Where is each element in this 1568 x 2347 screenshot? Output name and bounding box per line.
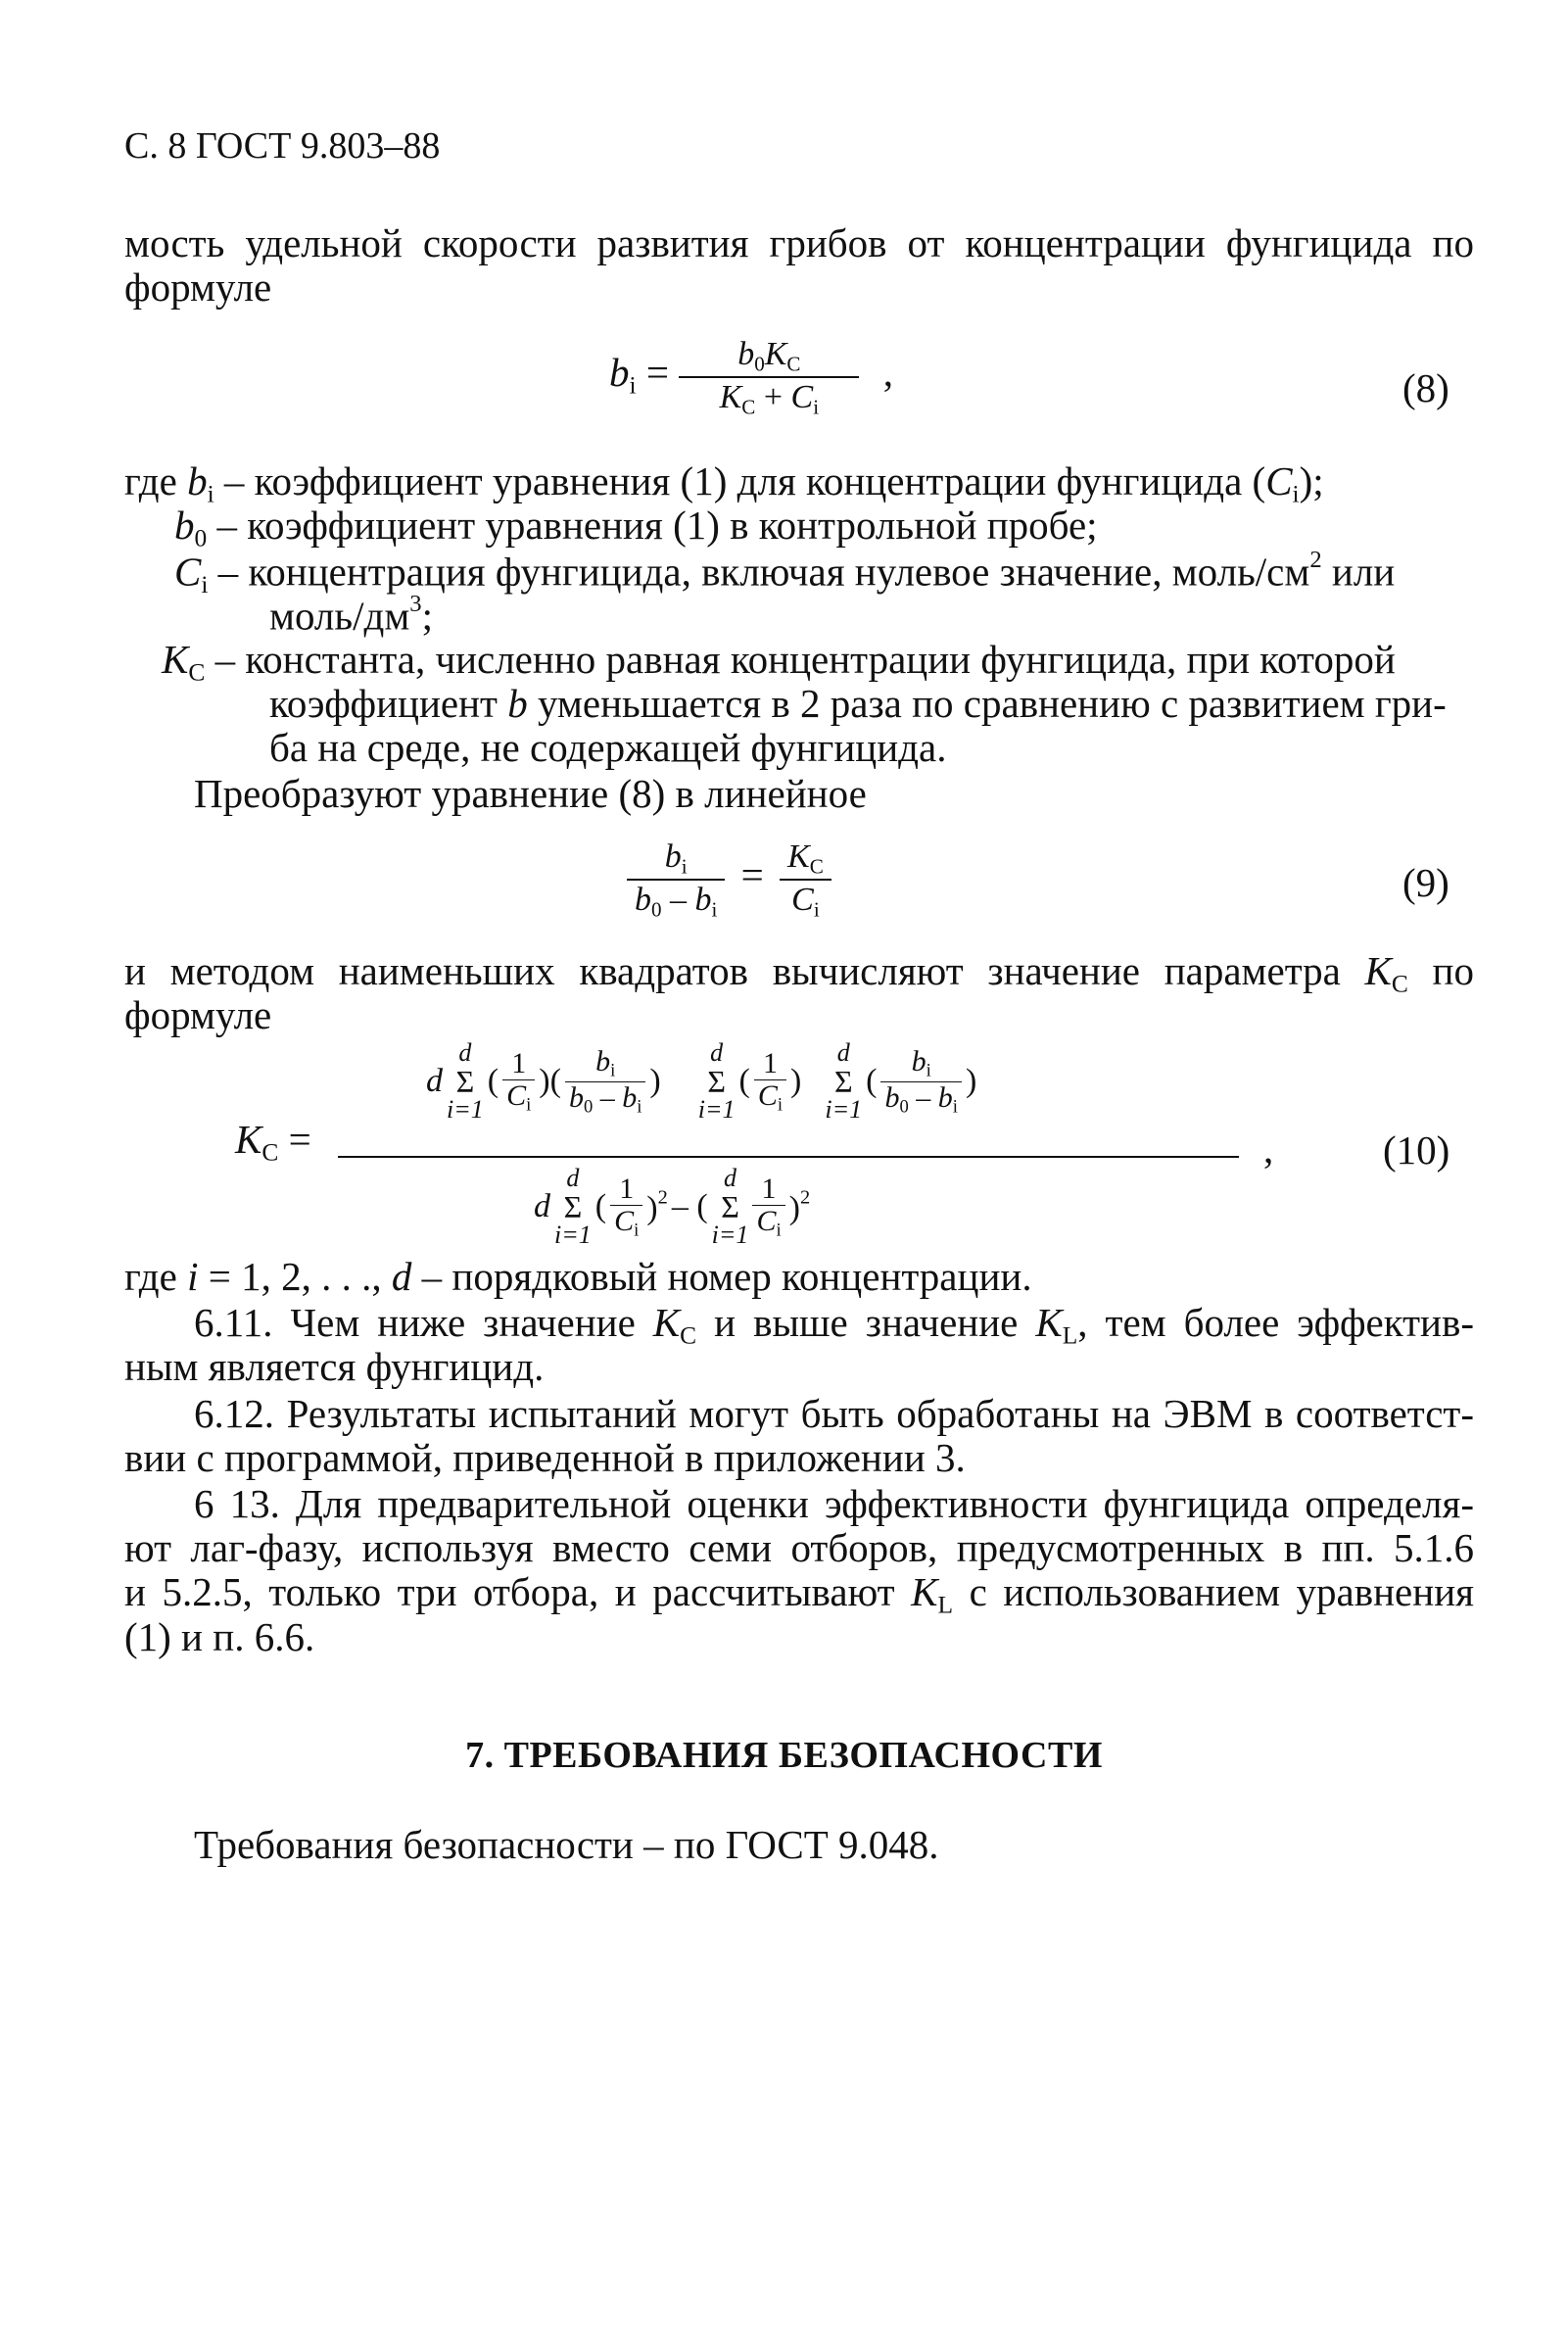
def-ci-symbol: C: [174, 549, 202, 595]
index-note-a: где: [124, 1254, 188, 1299]
eq10-num-frac-4-b: b: [911, 1045, 927, 1078]
page-header: [124, 125, 440, 168]
eq10-num-sum-3: [825, 1040, 862, 1123]
eq10-num-frac-2-b: b: [595, 1045, 611, 1078]
eq10-lhs: [235, 1117, 311, 1168]
def-bi-text: – коэффициент уравнения (1) для концентрации фунгицида (: [214, 458, 1266, 503]
lsq-line-1: [124, 948, 1474, 999]
eq10-den-frac-2-num: 1: [752, 1174, 784, 1206]
def-kc-sub: C: [188, 658, 206, 687]
eq8-num-b: b: [737, 336, 755, 372]
eq8-den-plus: +: [755, 378, 791, 415]
eq8-number-text: (8): [1402, 365, 1449, 410]
section-7-heading: [0, 1734, 1568, 1777]
eq9-left-numerator: [627, 838, 725, 881]
eq10-den-d: d: [534, 1188, 550, 1224]
eq8-equals: =: [645, 349, 680, 395]
index-note-c: – порядковый номер концентрации.: [411, 1254, 1032, 1299]
equation-10-number: [1383, 1126, 1449, 1174]
eq10-equals: =: [288, 1117, 311, 1162]
def-kc-line-2-c: уменьшается в 2 раза по сравнению с развитием гри-: [527, 681, 1447, 726]
p611-k2: K: [1035, 1300, 1063, 1345]
eq10-num-frac-4-b-sub: i: [926, 1060, 931, 1081]
def-ci-line-2-end: ;: [421, 593, 433, 639]
eq10-den-frac-2-c-sub: i: [776, 1220, 782, 1241]
eq8-lhs-sub: i: [629, 371, 637, 400]
eq10-num-frac-2-b-sub: i: [610, 1060, 616, 1081]
intro-line-2-text: формуле: [124, 264, 272, 310]
def-bi-symbol: b: [187, 458, 208, 503]
eq8-num-k: K: [764, 336, 787, 372]
p611-k2-sub: L: [1062, 1321, 1078, 1350]
eq10-num-frac-1-c-sub: i: [526, 1094, 532, 1116]
eq10-num-sum-3-sigma: Σ: [833, 1064, 853, 1099]
eq10-num-frac-3: [754, 1048, 786, 1115]
p613-line-3-k-sub: L: [937, 1591, 954, 1619]
eq10-num-frac-1-num: 1: [502, 1048, 535, 1080]
intro-line-2: [124, 264, 271, 311]
p612-line-2-text: вии с программой, приведенной в приложении 3.: [124, 1435, 966, 1480]
eq10-num-lp-4: (: [866, 1063, 878, 1099]
eq10-den-sq-1: 2: [657, 1186, 668, 1209]
eq10-den-lp-1: (: [594, 1188, 607, 1224]
intro-line-1-text: мость удельной скорости развития грибов от концентрации фунгицида по: [124, 220, 1474, 265]
def-kc-line-2: [269, 681, 1447, 727]
index-note: [124, 1254, 1032, 1300]
eq9-num-b: b: [664, 838, 682, 875]
p612-line-1: [194, 1391, 1474, 1437]
eq8-num-b-sub: 0: [754, 352, 765, 376]
index-note-d: d: [391, 1254, 412, 1299]
eq8-den-c: C: [790, 378, 814, 415]
eq10-den-sum-2: [712, 1166, 749, 1248]
p613-line-3: [124, 1569, 1474, 1620]
eq10-lhs-k-sub: C: [261, 1138, 279, 1167]
eq9-den-minus: –: [661, 881, 695, 918]
eq9-right-denominator: [780, 881, 832, 922]
eq10-num-sum-2: [698, 1040, 736, 1123]
index-note-i: i: [187, 1254, 199, 1299]
transform-line: [194, 771, 867, 817]
def-kc-line-2-b: b: [507, 681, 528, 726]
intro-line-1: [124, 220, 1474, 266]
eq10-num-rp-3: ): [790, 1063, 802, 1099]
lsq-line-1-b: по: [1407, 948, 1474, 993]
eq8-comma: ,: [882, 349, 893, 395]
eq9-rhs-c: C: [791, 881, 814, 918]
eq10-den-rp-2: ): [788, 1189, 800, 1226]
eq9-num-b-sub: i: [681, 854, 688, 879]
eq8-den-k-sub: C: [741, 394, 756, 418]
section-7-text: [194, 1822, 939, 1868]
eq10-num-sum-1: [447, 1040, 484, 1123]
eq10-denominator: [534, 1166, 810, 1248]
p611-a: 6.11. Чем ниже значение: [194, 1300, 653, 1345]
eq10-num-sum-2-top: d: [710, 1038, 724, 1067]
section-7-heading-text: 7. ТРЕБОВАНИЯ БЕЗОПАСНОСТИ: [465, 1735, 1103, 1776]
eq10-num-lp-2: (: [549, 1063, 561, 1099]
eq8-den-c-sub: i: [813, 394, 820, 418]
eq9-den-b0-sub: 0: [651, 896, 662, 921]
def-ci-line-2-text: моль/дм: [269, 593, 410, 639]
eq10-num-rp-4: ): [965, 1063, 977, 1099]
p613-line-2-text: ют лаг-фазу, используя вместо семи отборов, предусмотренных в пп. 5.1.6: [124, 1525, 1474, 1570]
eq10-num-lp-3: (: [738, 1063, 750, 1099]
eq10-num-frac-1: [502, 1048, 535, 1115]
eq10-num-d: d: [426, 1063, 443, 1099]
eq10-number-text: (10): [1383, 1127, 1450, 1173]
eq10-num-rp-1: ): [539, 1063, 550, 1099]
index-note-b: = 1, 2, . . .,: [198, 1254, 392, 1299]
eq10-den-sum-2-sigma: Σ: [721, 1189, 739, 1224]
eq10-num-frac-3-c-sub: i: [777, 1094, 784, 1116]
def-ci-line-2-sup: 3: [409, 591, 422, 617]
eq10-num-sum-1-sigma: Σ: [455, 1064, 475, 1099]
def-bi-end: );: [1299, 458, 1324, 503]
eq10-den-sum-2-top: d: [724, 1164, 737, 1192]
eq9-equals: =: [740, 851, 764, 897]
eq10-main-fraction-bar: [338, 1156, 1239, 1158]
def-kc-symbol: K: [162, 637, 189, 682]
eq10-den-frac-1-c-sub: i: [634, 1220, 640, 1241]
eq10-num-sum-2-bottom: i=1: [697, 1095, 736, 1124]
lsq-line-1-a: и методом наименьших квадратов вычисляют значение параметра: [124, 948, 1365, 993]
p611-k1-sub: C: [680, 1321, 697, 1350]
eq10-den-sum-2-bottom: i=1: [711, 1221, 749, 1249]
eq9-left-denominator: [627, 881, 725, 922]
p612-line-2: [124, 1435, 966, 1481]
eq10-num-lp-1: (: [487, 1063, 499, 1099]
def-kc-line-3-text: ба на среде, не содержащей фунгицида.: [269, 725, 947, 770]
eq8-fraction: [679, 335, 859, 418]
p611-line-2: [124, 1344, 544, 1390]
eq10-num-sum-1-bottom: i=1: [447, 1095, 484, 1124]
eq10-num-frac-4: [880, 1046, 961, 1116]
eq9-left-fraction: [627, 838, 725, 921]
p613-line-3-a: и 5.2.5, только три отбора, и рассчитывают: [124, 1569, 912, 1614]
eq10-num-frac-1-c: C: [506, 1078, 527, 1112]
equation-8: [609, 335, 893, 418]
eq8-num-k-sub: C: [786, 352, 801, 376]
eq10-den-frac-1: [610, 1174, 642, 1240]
eq10-num-frac-4-b0: b: [884, 1080, 900, 1114]
p611-k1: K: [652, 1300, 681, 1345]
lsq-line-1-k-sub: C: [1391, 970, 1408, 998]
p612-line-1-text: 6.12. Результаты испытаний могут быть обработаны на ЭВМ в соответст-: [194, 1391, 1474, 1436]
eq10-den-frac-1-c: C: [614, 1204, 635, 1237]
p611-line-2-text: ным является фунгицид.: [124, 1344, 545, 1389]
eq8-den-k: K: [719, 378, 742, 415]
eq10-num-frac-2-b0: b: [568, 1080, 584, 1114]
eq10-den-sq-2: 2: [799, 1186, 811, 1209]
equation-9: [627, 838, 832, 921]
p611-b: и выше значение: [696, 1300, 1036, 1345]
def-kc-line-2-a: коэффициент: [269, 681, 508, 726]
def-ci-line-2: [269, 591, 433, 640]
eq9-den-bi: b: [694, 881, 712, 918]
eq10-num-frac-2-b0-sub: 0: [583, 1096, 594, 1118]
eq10-num-frac-4-b0-sub: 0: [899, 1096, 909, 1118]
eq10-den-frac-2: [752, 1174, 784, 1240]
equation-9-number: [1402, 859, 1449, 906]
def-bi-c-sub: i: [1292, 480, 1300, 508]
lsq-line-1-k: K: [1364, 948, 1392, 993]
eq9-rhs-c-sub: i: [813, 896, 820, 921]
p613-line-4-text: (1) и п. 6.6.: [124, 1614, 315, 1659]
eq10-lhs-k: K: [235, 1117, 262, 1162]
eq10-num-frac-3-num: 1: [754, 1048, 786, 1080]
eq10-num-sum-3-top: d: [836, 1038, 850, 1067]
eq8-denominator: [679, 378, 859, 419]
page-header-text: С. 8 ГОСТ 9.803–88: [124, 125, 441, 167]
p611-c: , тем более эффектив-: [1077, 1300, 1474, 1345]
eq10-num-frac-2-bi: b: [622, 1080, 638, 1114]
def-ci-text-2: или: [1321, 549, 1396, 595]
eq10-comma-text: ,: [1263, 1126, 1274, 1172]
def-b0-symbol: b: [174, 503, 195, 548]
p613-line-1-text: 6 13. Для предварительной оценки эффективности фунгицида определя-: [194, 1481, 1474, 1526]
p613-line-4: [124, 1614, 314, 1660]
eq9-rhs-k: K: [787, 838, 810, 875]
def-bi-sub: i: [207, 480, 214, 508]
eq10-num-frac-2-bi-sub: i: [637, 1096, 642, 1118]
eq10-den-sum-1-top: d: [566, 1164, 580, 1192]
p613-line-3-k: K: [911, 1569, 938, 1614]
eq10-num-frac-4-bi: b: [937, 1080, 953, 1114]
section-7-text-content: Требования безопасности – по ГОСТ 9.048.: [194, 1822, 939, 1867]
def-kc-text: – константа, численно равная концентрации фунгицида, при которой: [205, 637, 1396, 682]
lsq-line-2: [124, 992, 271, 1038]
eq10-den-rp-1: ): [646, 1189, 658, 1226]
eq10-num-sum-3-bottom: i=1: [825, 1095, 863, 1124]
def-ci-sup: 2: [1309, 547, 1322, 573]
eq10-den-sum-1: [554, 1166, 592, 1248]
eq10-num-sum-2-sigma: Σ: [707, 1064, 726, 1099]
eq10-num-frac-4-bi-sub: i: [952, 1096, 958, 1118]
eq10-num-sum-1-top: d: [458, 1038, 472, 1067]
def-b0-sub: 0: [194, 524, 208, 552]
transform-text: Преобразуют уравнение (8) в линейное: [194, 771, 867, 816]
eq8-numerator: [679, 335, 859, 378]
eq10-den-minus: –: [671, 1188, 697, 1224]
eq10-num-frac-4-minus: –: [908, 1080, 938, 1114]
eq8-lhs-symbol: b: [609, 349, 630, 395]
eq10-den-sum-1-bottom: i=1: [554, 1221, 592, 1249]
eq10-numerator: [426, 1040, 976, 1123]
def-ci-sub: i: [201, 571, 209, 599]
def-kc-line-3: [269, 725, 947, 771]
eq9-den-b0: b: [635, 881, 651, 918]
p613-line-2: [124, 1525, 1474, 1571]
eq9-number-text: (9): [1402, 860, 1449, 905]
eq10-num-rp-2: ): [649, 1063, 661, 1099]
def-ci-text: – концентрация фунгицида, включая нулевое значение, моль/см: [208, 549, 1310, 595]
eq10-den-frac-1-num: 1: [610, 1174, 642, 1206]
eq9-rhs-k-sub: C: [809, 854, 824, 879]
eq9-den-bi-sub: i: [711, 896, 718, 921]
def-bi-c: C: [1265, 458, 1293, 503]
def-where: где: [124, 458, 177, 503]
eq10-den-frac-2-c: C: [756, 1204, 777, 1237]
equation-8-number: [1402, 364, 1449, 411]
p613-line-1: [194, 1481, 1474, 1527]
eq10-num-frac-2-minus: –: [593, 1080, 623, 1114]
p613-line-3-b: с использованием уравнения: [953, 1569, 1474, 1614]
eq10-den-lp-2: (: [696, 1188, 708, 1224]
eq9-right-fraction: [780, 838, 832, 921]
eq10-num-frac-2: [565, 1046, 645, 1116]
eq10-num-frac-3-c: C: [757, 1078, 778, 1112]
def-b0-text: – коэффициент уравнения (1) в контрольной пробе;: [207, 503, 1098, 548]
eq8-lhs: [609, 349, 637, 400]
eq10-den-sum-1-sigma: Σ: [563, 1189, 583, 1224]
eq9-right-numerator: [780, 838, 832, 881]
lsq-line-2-text: формуле: [124, 992, 272, 1037]
eq10-comma: [1263, 1126, 1273, 1173]
